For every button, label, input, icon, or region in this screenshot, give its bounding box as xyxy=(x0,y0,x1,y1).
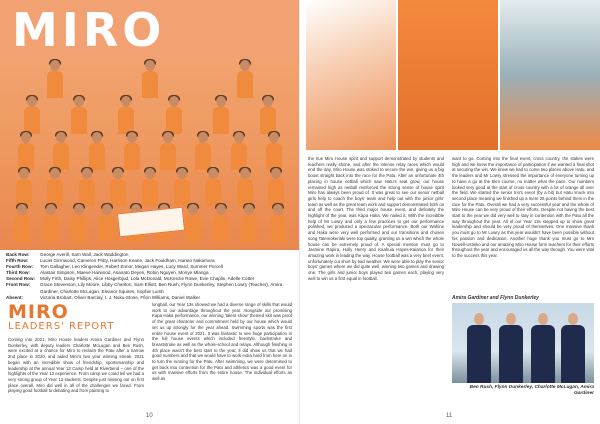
leader-figure xyxy=(530,313,556,383)
row-names: Grace Stevenson, Lily Moore, Libby Charlton, Sam Elliott, Ben Rush, Flynn Dunkerley, Stephen Lowry (Teacher), Amira Gardiner, Charlotte McLugan, Eleanor Squires, Sophie Lumb xyxy=(40,282,283,294)
photo-orange-crowd xyxy=(398,0,498,150)
student-figure xyxy=(260,96,276,134)
report-authors: Amira Gardiner and Flynn Dunkerley xyxy=(452,295,539,301)
student-figure xyxy=(14,204,30,242)
student-figure xyxy=(237,60,253,98)
leaders-portrait xyxy=(452,303,594,383)
photo-swimming-pool xyxy=(500,0,600,150)
row-names: Victoria Brobart, Oliver Barclay, I. J. Nuku-Stone, Ffion Williams, Daniel Walker xyxy=(40,294,200,300)
student-figure xyxy=(266,132,282,170)
row-names: Molly Firth, Daisy Phillips, Alice Hosgerbjud, Lola McDonald, McKenzie Rowe, Evie Chaplin, Adelle Cotter xyxy=(40,276,255,282)
report-column-2: longball, our Year 13s showed we had a diverse range of skills that would work to our advantage throughout the year. Alongside our promising Kapa Haka performance, our winning 'talent show' themed skit was proof of the great character and commitment held by our house which would set us up strongly for the year ahead. Swimming sports was the first entire house event of 2021. It was fantastic to see huge participation in the full house events which included freestyle, backstroke and breaststroke as well as the whole-school and relays. Although finishing in 4th place wasn't the best start to the year, it did show us that we had good numbers and that we would have to work extra hard from here on in to turn the running for the Patu. After swimming, we were determined to get back into contention for the Patu and athletics was a good event for us with massive efforts from the entire house. The individual efforts as well as xyxy=(152,302,292,382)
report-subtitle: LEADERS' REPORT xyxy=(8,321,115,332)
student-figure xyxy=(166,96,182,134)
student-figure xyxy=(118,96,134,134)
student-figure xyxy=(99,204,115,242)
page-number-right: 11 xyxy=(446,413,453,419)
student-figure xyxy=(71,96,87,134)
student-figure xyxy=(53,132,69,170)
row-names: Lucas Girrnwood, Cameron Pritty, Harrison Keane, Jack Fouldham, Haruto Nakamura xyxy=(40,258,215,264)
right-page xyxy=(300,0,600,424)
leader-figure xyxy=(466,313,492,383)
photo-house-gathering xyxy=(306,0,396,150)
report-column-3: the true Miro House spirit and support demonstrated by students and teachers really shone, and after the intense relay races which would end the day, Miro House was stoked to secure the win, giving us a big boost straight back into the race for the Patu. After an unfortunate 4th placing in house netball which saw Hatu's seat grow, our house remained high as netball reinforced the strong sense of house spirit Miro has always been proud of. It was great to see our senior netball girls help to coach the boys' team and help out with the junior girls' team as well as the great team work and support demonstrated both on and off the court. The third major house event, and definitely the highlight of the year, was Kapa Haka. We nailed it. With the incredible help of Mr Lowry and only a few practices to get our performance polished, we produced a spectacular performance. Both our Wahine and Haka were very well performed and our transitions and chosen song Tatemokeriaki were top quality, granting us a win which the whole house can be extremely proud of. A special mention must go to Jasmine Rapira, Holly Henry and Kaahuia Hayes-Kaianoa for their amazing work in leading the way. House football was a very brief event, unfortunately cut short by bad weather. We were able to play the senior boys' games where we did quite well, winning two games and drawing one. The girls and junior boys played two games each, playing very well to win us a first equal in football. xyxy=(308,156,444,281)
student-figure xyxy=(110,168,126,206)
student-row xyxy=(8,96,292,134)
student-figure xyxy=(142,60,158,98)
student-figure xyxy=(142,168,158,206)
student-figure xyxy=(231,132,247,170)
row-label: Absent: xyxy=(6,294,24,300)
row-label: Second Row: xyxy=(6,276,36,282)
name-row xyxy=(6,282,296,294)
row-label: Fifth Row: xyxy=(6,258,29,264)
student-figure xyxy=(270,204,286,242)
student-figure xyxy=(205,168,221,206)
report-title: MIRO xyxy=(8,301,69,323)
student-figure xyxy=(237,168,253,206)
student-figure xyxy=(195,132,211,170)
row-label: Third Row: xyxy=(6,270,30,276)
student-figure xyxy=(241,204,257,242)
student-figure xyxy=(185,204,201,242)
student-figure xyxy=(124,132,140,170)
report-column-4: want to go. Coming into the final event, cross country, the stakes were high and we knew the importance of participation if we wanted a final shot at securing the win. We knew we had to come two places above Hatu, and the leaders and Mr Lowry stressed the importance of everyone turning up to have a go at the 5km course, no matter what the pace. Our numbers looked very good at the start of cross country with a lot of orange all over the field. We started the senior trio's event (by a bit) but Hatu snuck into second place meaning we finished up a mere 25 points behind them in the race for the Patu. Overall we had a very successful year and the whole of Miro House can be very proud of their efforts. Despite not having the best start to the year we did very well to stay in contention with the Patu all the way throughout the year. All of our Year 13s stepped up to show great leadership and should be very proud of themselves. One massive thank you must go to Mr Lowry as this year wouldn't have been possible without his passion and dedication. Another huge thank you must go to Mrs Nowell-Ustinko and our amazing Miro House form teachers for their efforts throughout the year and encouraged us all the way through. You were vital to the success this year. xyxy=(452,156,594,258)
student-figure xyxy=(174,168,190,206)
name-row xyxy=(6,295,296,301)
student-figure xyxy=(47,168,63,206)
row-label: Back Row: xyxy=(6,252,30,257)
row-label: Front Row: xyxy=(6,282,31,288)
row-names: Tom Gallagher, Leo Klingender, Robert Ennor, Megan Hayes, Lucy Ward, Summer Purcell xyxy=(40,264,223,270)
student-figure xyxy=(43,204,59,242)
student-figure xyxy=(213,204,229,242)
student-figure xyxy=(160,132,176,170)
name-list xyxy=(6,252,296,301)
page-number-left: 10 xyxy=(146,413,153,419)
page-title: MIRO xyxy=(12,3,166,57)
student-figure xyxy=(213,96,229,134)
leader-figure xyxy=(560,313,586,383)
row-names: Alastair Simpson, Maeve Harwood, Asanato Deyen, Robin Nguyen, Monye Mlanga xyxy=(40,270,209,276)
student-figure xyxy=(79,168,95,206)
student-figure xyxy=(71,204,87,242)
row-names: George Averill, Sam Wall, Jack Waddington xyxy=(40,252,129,257)
student-row xyxy=(8,132,292,170)
photo-caption: Ben Rush, Flynn Dunkerley, Charlotte McLugan, Amira Gardiner xyxy=(469,385,594,396)
student-figure xyxy=(16,168,32,206)
house-group-photo xyxy=(0,0,300,250)
student-figure xyxy=(268,168,284,206)
student-figure xyxy=(47,60,63,98)
student-row xyxy=(8,60,292,98)
leader-figure xyxy=(498,313,524,383)
student-row xyxy=(8,168,292,206)
report-column-1: Coming into 2021, Miro House leaders Amira Gardiner and Flynn Dunkerley, with deputy leaders Charlotte McLugan and Ben Rush, were excited at a chance for Miro to reclaim the Patu after a narrow 2nd place in 2020, and aided Miro's two year winning streak. 2021 began with an incredible show of friendship, sportsmanship and leadership at the annual Year 13 Camp held at Riverbend – one of the highlights of the Year 13 experience. From camp we could tell we had a very strong group of Year 13 students. Despite just missing out on first place overall, Miro did well in all of the challenges we faced. From playing good football to debating and from painting to xyxy=(8,337,144,394)
student-figure xyxy=(18,132,34,170)
row-label: Fourth Row: xyxy=(6,264,34,270)
student-figure xyxy=(89,132,105,170)
student-figure xyxy=(24,96,40,134)
